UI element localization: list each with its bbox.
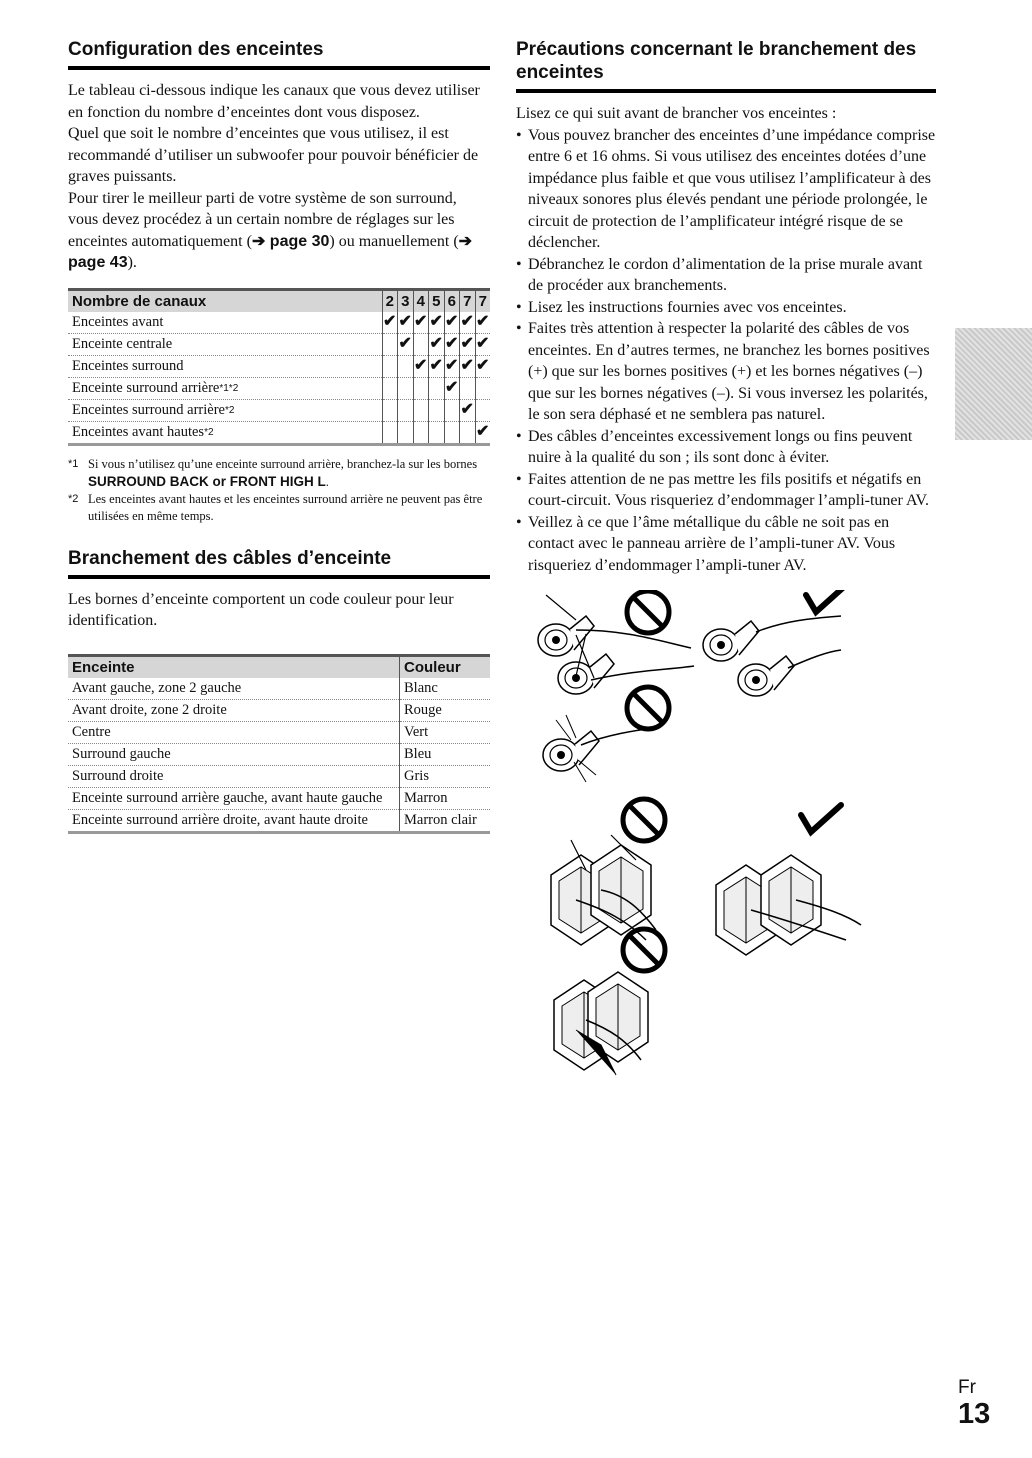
table-row bbox=[68, 809, 490, 832]
empty-cell bbox=[398, 421, 414, 444]
language-code: Fr bbox=[958, 1377, 976, 1398]
check-mark-icon: ✔ bbox=[475, 333, 490, 355]
check-mark-icon: ✔ bbox=[444, 333, 460, 355]
correct-box-terminal-illustration bbox=[716, 805, 861, 955]
empty-cell bbox=[475, 377, 490, 399]
check-mark-icon: ✔ bbox=[460, 312, 476, 334]
empty-cell bbox=[398, 355, 414, 377]
check-mark-icon: ✔ bbox=[398, 333, 414, 355]
channel-count-header: 2 bbox=[382, 289, 398, 312]
check-mark-icon: ✔ bbox=[475, 421, 490, 444]
check-mark-icon: ✔ bbox=[429, 355, 445, 377]
table-row bbox=[68, 721, 490, 743]
channel-row-label: Enceinte centrale bbox=[68, 333, 382, 355]
channel-row bbox=[68, 355, 490, 377]
config-heading: Configuration des enceintes bbox=[68, 38, 490, 70]
speaker-cell: Enceinte surround arrière droite, avant haute droite bbox=[68, 809, 400, 832]
check-mark-icon: ✔ bbox=[475, 355, 490, 377]
check-mark-icon: ✔ bbox=[460, 333, 476, 355]
bullet-icon: • bbox=[516, 255, 522, 273]
table-row bbox=[68, 699, 490, 721]
empty-cell bbox=[382, 421, 398, 444]
precautions-heading: Précautions concernant le branchement des enceintes bbox=[516, 38, 936, 93]
speaker-header: Enceinte bbox=[68, 655, 400, 678]
list-item: • Vous pouvez brancher des enceintes d’une impédance comprise entre 6 et 16 ohms. Si vous utilisez des enceintes dotées d’une impédance plus faible et que vous utilisez l’amplificateur à des niveaux sonores plus élevés pendant une période prolongée, le circuit de protection de l’amplificateur intégré risque de se déclencher. bbox=[516, 126, 936, 251]
empty-cell bbox=[382, 377, 398, 399]
footnote-ref: *1*2 bbox=[219, 382, 239, 394]
empty-cell bbox=[382, 399, 398, 421]
precautions-list bbox=[516, 125, 936, 577]
wrong-connection-illustration bbox=[538, 591, 694, 694]
config-para-1: Le tableau ci-dessous indique les canaux que vous devez utiliser en fonction du nombre d’enceintes dont vous disposez. bbox=[68, 82, 480, 121]
list-item: • Veillez à ce que l’âme métallique du câble ne soit pas en contact avec le panneau arrière de l’ampli-tuner AV. Vous risqueriez d’endommager l’ampli-tuner AV. bbox=[516, 513, 896, 574]
check-mark-icon: ✔ bbox=[413, 312, 429, 334]
config-para-3: Pour tirer le meilleur parti de votre système de son surround, vous devez procédez à un certain nombre de réglages sur les enceintes automatiquement (➔ page 30) ou manuellement (➔ page 43). bbox=[68, 189, 473, 271]
bullet-icon: • bbox=[516, 427, 522, 445]
footnote-ref: *2 bbox=[204, 426, 214, 438]
list-item: • Faites très attention à respecter la polarité des câbles de vos enceintes. En d’autres termes, ne branchez les bornes positives (+) que sur les bornes positives (+) et les bornes négatives (–) que sur les bornes négatives (–). Si vous inversez les polarités, le son sera déphasé et ne semblera pas naturel. bbox=[516, 320, 930, 423]
page-43-link[interactable]: ➔ page 43 bbox=[68, 232, 473, 271]
speaker-cell: Avant gauche, zone 2 gauche bbox=[68, 678, 400, 700]
section-tab-marker bbox=[955, 328, 1032, 440]
check-mark-icon: ✔ bbox=[382, 312, 398, 334]
empty-cell bbox=[398, 399, 414, 421]
wrong-box-terminal-illustration bbox=[551, 799, 665, 945]
channels-table bbox=[68, 288, 490, 446]
footnote-1: *1 Si vous n’utilisez qu’une enceinte surround arrière, branchez-la sur les bornes SURROUND BACK or FRONT HIGH L. bbox=[68, 456, 478, 489]
frayed-wire-illustration bbox=[543, 687, 669, 782]
bullet-icon: • bbox=[516, 298, 522, 316]
check-mark-icon: ✔ bbox=[444, 355, 460, 377]
table-row bbox=[68, 678, 490, 700]
left-column bbox=[68, 38, 490, 834]
check-mark-icon: ✔ bbox=[429, 312, 445, 334]
precautions-intro: Lisez ce qui suit avant de brancher vos enceintes : bbox=[516, 105, 837, 122]
empty-cell bbox=[413, 333, 429, 355]
color-cell: Marron clair bbox=[400, 809, 491, 832]
color-cell: Vert bbox=[400, 721, 491, 743]
empty-cell bbox=[398, 377, 414, 399]
speaker-cell: Surround droite bbox=[68, 765, 400, 787]
table-row bbox=[68, 787, 490, 809]
empty-cell bbox=[444, 399, 460, 421]
page-number: 13 bbox=[958, 1398, 991, 1430]
empty-cell bbox=[413, 399, 429, 421]
channel-row-label: Enceintes avant bbox=[68, 312, 382, 334]
list-item: • Faites attention de ne pas mettre les fils positifs et négatifs en court-circuit. Vous risqueriez d’endommager l’ampli-tuner AV. bbox=[516, 470, 929, 509]
config-para-2: Quel que soit le nombre d’enceintes que vous utilisez, il est recommandé d’utiliser un subwoofer pour pouvoir bénéficier de graves puissants. bbox=[68, 125, 479, 185]
table-row bbox=[68, 743, 490, 765]
empty-cell bbox=[460, 377, 476, 399]
channel-count-header: 3 bbox=[398, 289, 414, 312]
color-cell: Marron bbox=[400, 787, 491, 809]
channel-row bbox=[68, 312, 490, 334]
empty-cell bbox=[429, 399, 445, 421]
channel-count-header: 5 bbox=[429, 289, 445, 312]
correct-connection-illustration bbox=[703, 590, 846, 696]
wire-touching-panel-illustration bbox=[554, 929, 665, 1075]
channels-header: Nombre de canaux bbox=[68, 289, 382, 312]
color-header-row bbox=[68, 655, 490, 678]
list-item: • Des câbles d’enceintes excessivement longs ou fins peuvent nuire à la qualité du son ; ils sont donc à éviter. bbox=[516, 427, 913, 466]
empty-cell bbox=[429, 421, 445, 444]
bullet-icon: • bbox=[516, 126, 522, 144]
check-mark-icon: ✔ bbox=[413, 355, 429, 377]
color-table bbox=[68, 654, 490, 834]
channel-row bbox=[68, 421, 490, 444]
bullet-icon: • bbox=[516, 320, 522, 337]
footnote-ref: *2 bbox=[225, 404, 235, 416]
empty-cell bbox=[382, 355, 398, 377]
page-footer bbox=[958, 1378, 990, 1430]
color-cell: Rouge bbox=[400, 699, 491, 721]
empty-cell bbox=[460, 421, 476, 444]
connection-illustrations bbox=[516, 590, 936, 1090]
channel-count-header: 6 bbox=[444, 289, 460, 312]
cables-para: Les bornes d’enceinte comportent un code couleur pour leur identification. bbox=[68, 590, 454, 629]
bullet-icon: • bbox=[516, 470, 522, 488]
empty-cell bbox=[382, 333, 398, 355]
check-mark-icon: ✔ bbox=[475, 312, 490, 334]
check-mark-icon: ✔ bbox=[460, 399, 476, 421]
speaker-cell: Avant droite, zone 2 droite bbox=[68, 699, 400, 721]
channel-row bbox=[68, 399, 490, 421]
empty-cell bbox=[475, 399, 490, 421]
channel-row-label: Enceinte surround arrière$^{*1*2}$ bbox=[68, 377, 382, 399]
right-column bbox=[516, 38, 936, 1090]
channels-header-row bbox=[68, 289, 490, 312]
color-cell: Bleu bbox=[400, 743, 491, 765]
list-item: • Débranchez le cordon d’alimentation de la prise murale avant de procéder aux branchements. bbox=[516, 255, 923, 294]
speaker-cell: Surround gauche bbox=[68, 743, 400, 765]
channel-count-header: 4 bbox=[413, 289, 429, 312]
page-30-link[interactable]: ➔ page 30 bbox=[251, 232, 330, 250]
empty-cell bbox=[413, 421, 429, 444]
check-mark-icon: ✔ bbox=[444, 312, 460, 334]
check-mark-icon: ✔ bbox=[460, 355, 476, 377]
channel-count-header: 7 bbox=[460, 289, 476, 312]
color-header: Couleur bbox=[400, 655, 491, 678]
bullet-icon: • bbox=[516, 513, 522, 531]
channel-row bbox=[68, 377, 490, 399]
empty-cell bbox=[429, 377, 445, 399]
channel-row-label: Enceintes surround bbox=[68, 355, 382, 377]
check-mark-icon: ✔ bbox=[429, 333, 445, 355]
channel-row bbox=[68, 333, 490, 355]
empty-cell bbox=[413, 377, 429, 399]
empty-cell bbox=[444, 421, 460, 444]
check-mark-icon: ✔ bbox=[398, 312, 414, 334]
channel-count-header: 7 bbox=[475, 289, 490, 312]
cables-heading: Branchement des câbles d’enceinte bbox=[68, 547, 490, 579]
color-cell: Blanc bbox=[400, 678, 491, 700]
speaker-cell: Centre bbox=[68, 721, 400, 743]
speaker-cell: Enceinte surround arrière gauche, avant haute gauche bbox=[68, 787, 400, 809]
channel-row-label: Enceintes avant hautes$^{*2}$ bbox=[68, 421, 382, 444]
footnote-2: *2 Les enceintes avant hautes et les enceintes surround arrière ne peuvent pas être utilisées en même temps. bbox=[68, 491, 483, 523]
channel-row-label: Enceintes surround arrière$^{*2}$ bbox=[68, 399, 382, 421]
list-item: • Lisez les instructions fournies avec vos enceintes. bbox=[516, 297, 936, 319]
color-cell: Gris bbox=[400, 765, 491, 787]
table-row bbox=[68, 765, 490, 787]
check-mark-icon: ✔ bbox=[444, 377, 460, 399]
